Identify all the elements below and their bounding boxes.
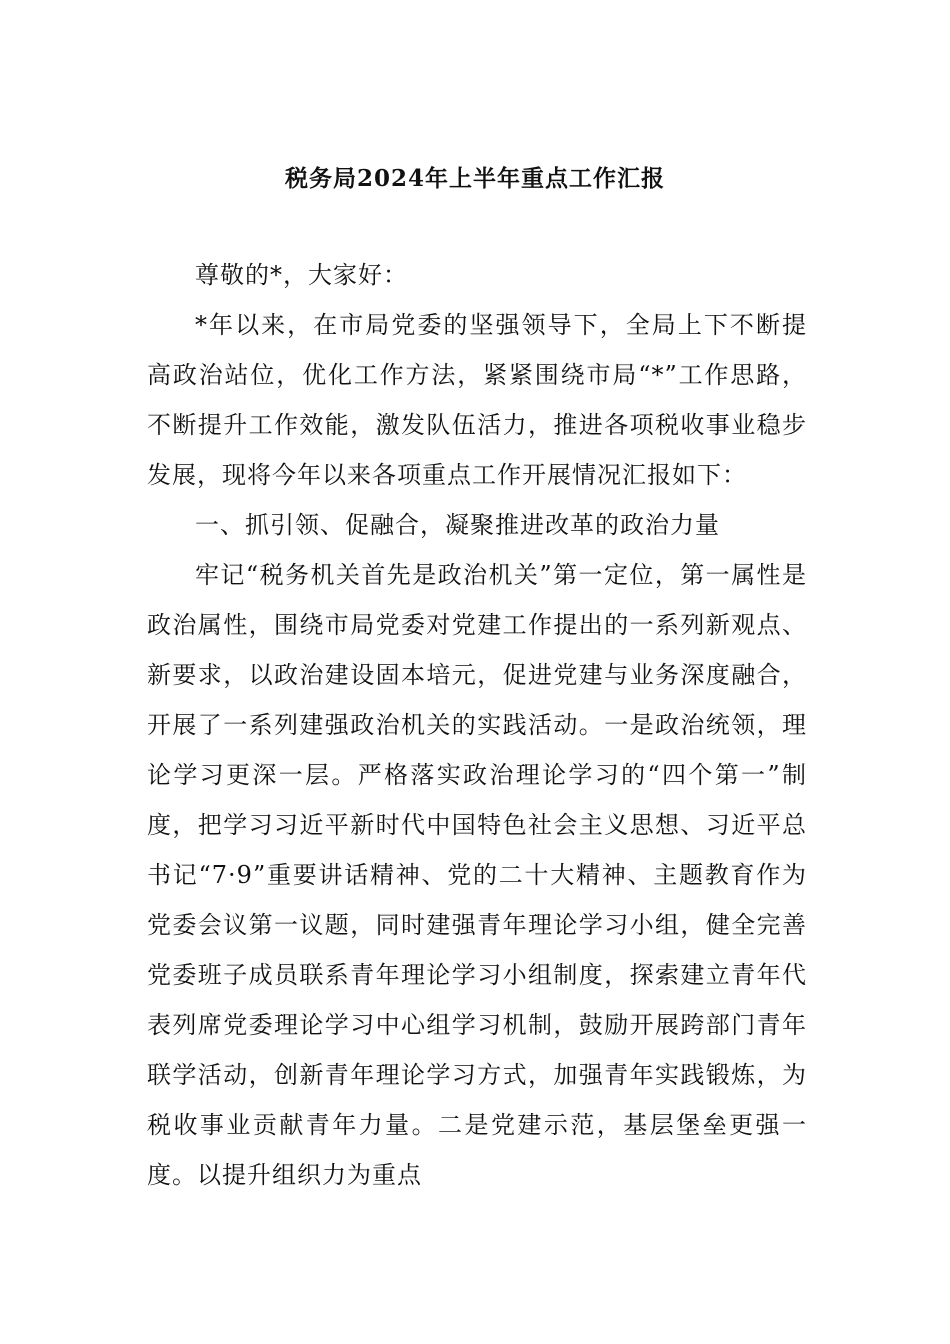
section-body-paragraph: 牢记“税务机关首先是政治机关”第一定位，第一属性是政治属性，围绕市局党委对党建工作提出的一系列新观点、新要求，以政治建设固本培元，促进党建与业务深度融合，开展了一系列建强政治机关的实践活动。一是政治统领，理论学习更深一层。严格落实政治理论学习的“四个第一”制度，把学习习近平新时代中国特色社会主义思想、习近平总书记“7·9”重要讲话精神、党的二十大精神、主题教育作为党委会议第一议题，同时建强青年理论学习小组，健全完善党委班子成员联系青年理论学习小组制度，探索建立青年代表列席党委理论学习中心组学习机制，鼓励开展跨部门青年联学活动，创新青年理论学习方式，加强青年实践锻炼，为税收事业贡献青年力量。二是党建示范，基层堡垒更强一度。以提升组织力为重点 bbox=[147, 561, 807, 1189]
section-heading: 一、抓引领、促融合，凝聚推进改革的政治力量 bbox=[195, 511, 720, 539]
intro-paragraph: *年以来，在市局党委的坚强领导下，全局上下不断提高政治站位，优化工作方法，紧紧围绕市局“*”工作思路，不断提升工作效能，激发队伍活力，推进各项税收事业稳步发展，现将今年以来各项重点工作开展情况汇报如下： bbox=[147, 311, 807, 489]
document-body bbox=[147, 250, 807, 1200]
greeting-paragraph: 尊敬的*，大家好： bbox=[195, 261, 408, 289]
document-title: 税务局2024年上半年重点工作汇报 bbox=[284, 165, 665, 192]
